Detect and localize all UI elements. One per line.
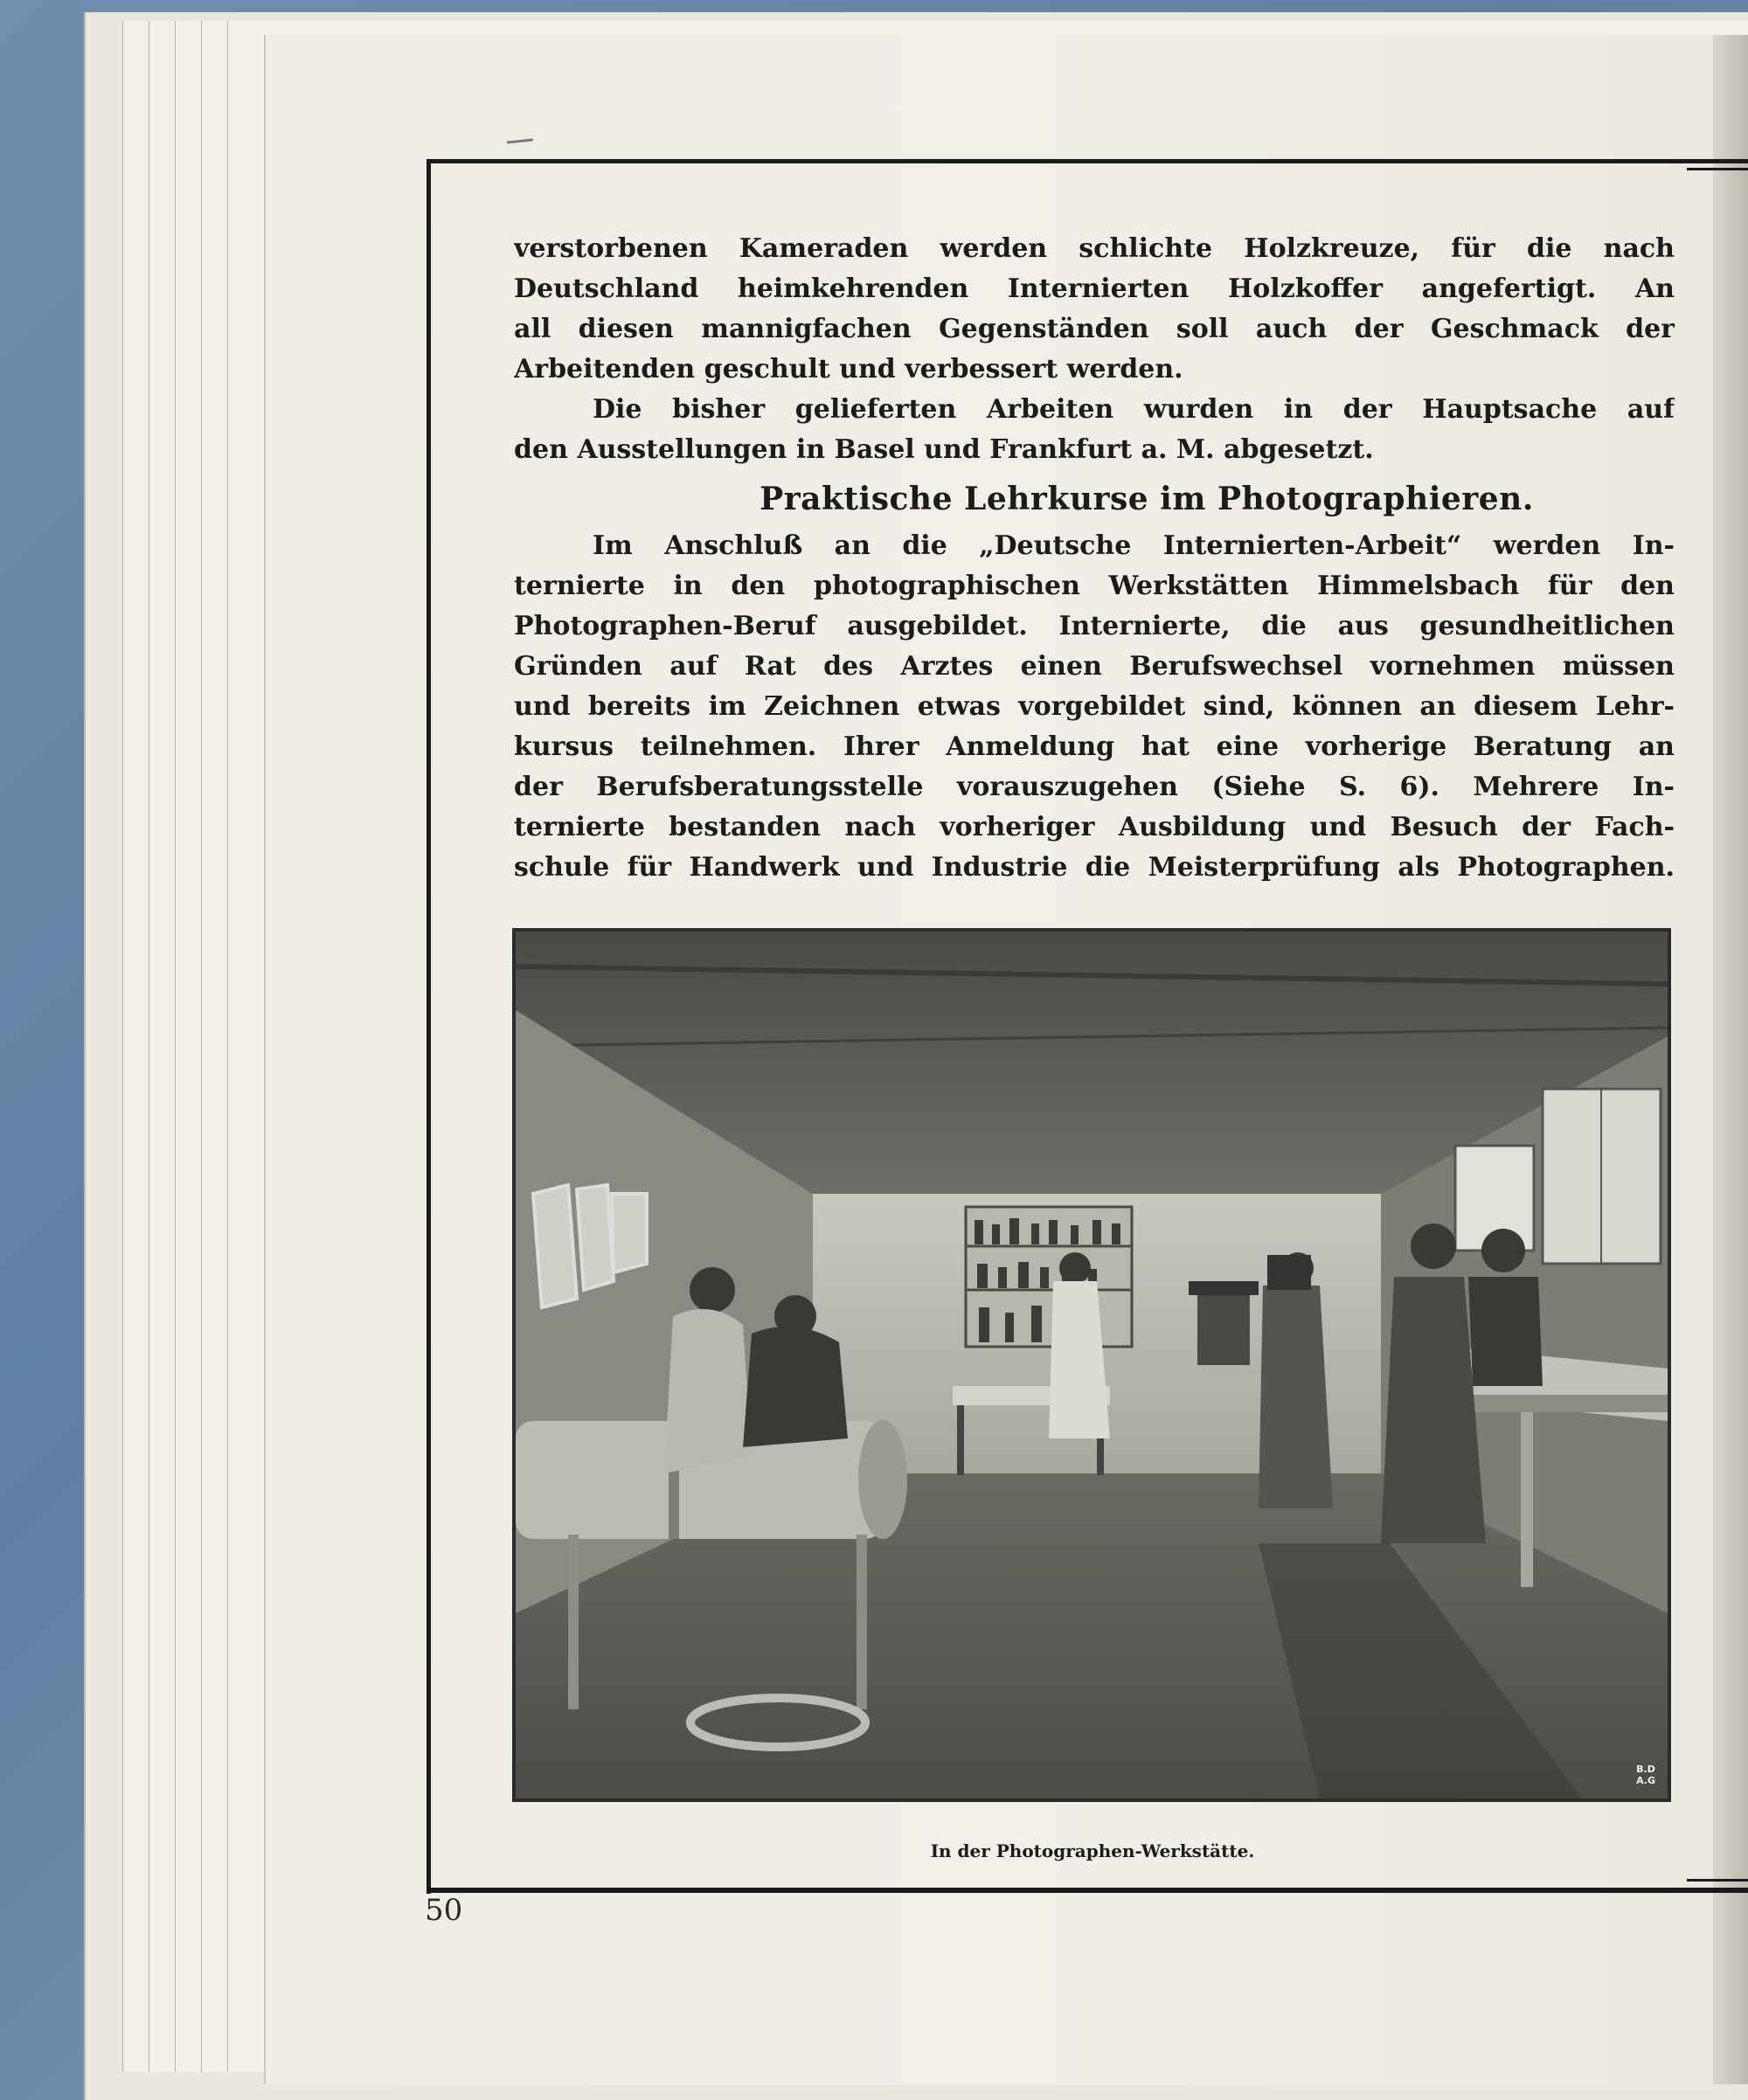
frame-rule-bottom-inner: [1687, 1879, 1748, 1882]
text-line: Gründen auf Rat des Arztes einen Berufswechsel vornehmen müssen: [514, 651, 1675, 682]
body-text: [514, 229, 1675, 888]
text-line: ternierte in den photographischen Werkstätten Himmelsbach für den: [514, 571, 1675, 601]
page-number: 50: [425, 1893, 463, 1928]
text-line: kursus teilnehmen. Ihrer Anmeldung hat eine vorherige Beratung an: [514, 731, 1675, 762]
text-line: all diesen mannigfachen Gegenständen soll auch der Geschmack der: [514, 314, 1675, 344]
text-line: den Ausstellungen in Basel und Frankfurt a. M. abgesetzt.: [514, 434, 1374, 465]
text-line: verstorbenen Kameraden werden schlichte Holzkreuze, für die nach: [514, 233, 1675, 264]
text-line: Deutschland heimkehrenden Internierten Holzkoffer angefertigt. An: [514, 274, 1675, 304]
text-line: der Berufsberatungsstelle vorauszugehen (Siehe S. 6). Mehrere In-: [514, 772, 1675, 802]
text-line: Die bisher gelieferten Arbeiten wurden in der Hauptsache auf: [593, 394, 1675, 425]
workshop-photo-illustration: [516, 932, 1668, 1799]
frame-rule-top: [428, 159, 1748, 163]
frame-rule-left: [427, 159, 431, 1894]
text-line: Im Anschluß an die „Deutsche Internierten-Arbeit“ werden In-: [593, 530, 1675, 561]
frame-rule-top-inner: [1687, 168, 1748, 170]
frame-rule-bottom: [428, 1888, 1748, 1893]
page-gutter-curl: [1713, 35, 1748, 2084]
workshop-photograph: [512, 928, 1671, 1802]
text-line: und bereits im Zeichnen etwas vorgebildet sind, können an diesem Lehr-: [514, 691, 1675, 722]
text-line: Photographen-Beruf ausgebildet. Internierte, die aus gesundheitlichen: [514, 611, 1675, 641]
photo-caption: In der Photographen-Werkstätte.: [930, 1840, 1255, 1861]
section-heading: Praktische Lehrkurse im Photographieren.: [760, 481, 1534, 517]
text-line: schule für Handwerk und Industrie die Meisterprüfung als Photographen.: [514, 852, 1675, 883]
photo-credit-line: B.D: [1636, 1764, 1655, 1775]
text-line: Arbeitenden geschult und verbessert werden.: [514, 354, 1183, 385]
photo-credit-line: A.G: [1636, 1775, 1655, 1786]
photo-credit-mark: [1636, 1764, 1655, 1786]
text-line: ternierte bestanden nach vorheriger Ausbildung und Besuch der Fach-: [514, 812, 1675, 842]
